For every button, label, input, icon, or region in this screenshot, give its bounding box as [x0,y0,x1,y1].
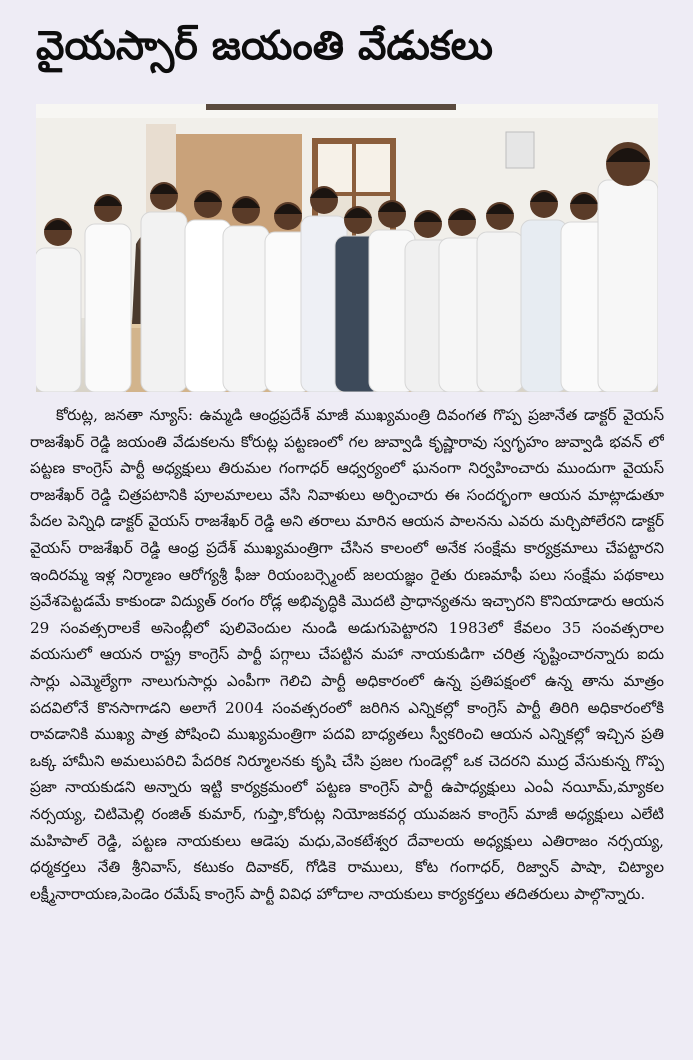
article-body [30,402,664,1054]
person-body [36,248,81,392]
person-body [85,224,131,392]
news-photo [36,104,658,392]
person-figure [521,190,567,392]
group-photo-illustration [36,104,658,392]
person-body [521,220,567,392]
person-body [477,232,523,392]
person-figure [141,182,187,392]
article-paragraph: కోరుట్ల, జనతా న్యూస్: ఉమ్మడి ఆంధ్రప్రదేశ్ మాజీ ముఖ్యమంత్రి దివంగత గొప్ప ప్రజానేత డాక్టర్ వైయస్ రాజశేఖర్ రెడ్డి జయంతి వేడుకలను కోరుట్ల పట్టణంలో గల జువ్వాడి కృష్ణారావు స్వగృహం జువ్వాడి భవన్ లో పట్టణ కాంగ్రెస్ పార్టీ అధ్యక్షులు తిరుమల గంగాధర్ ఆధ్వర్యంలో ఘనంగా నిర్వహించారు ముందుగా వైయస్ రాజశేఖర్ రెడ్డి చిత్రపటానికి పూలమాలలు వేసి నివాళులు అర్పించారు ఈ సందర్భంగా ఆయన మాట్లాడుతూ పేదల పెన్నిధి డాక్టర్ వైయస్ రాజశేఖర్ రెడ్డి అని తరాలు మారిన ఆయన పాలనను ఎవరు మర్చిపోలేరని డాక్టర్ వైయస్ రాజశేఖర్ రెడ్డి ఆంధ్ర ప్రదేశ్ ముఖ్యమంత్రిగా చేసిన కాలంలో అనేక సంక్షేమ కార్యక్రమాలు చేపట్టారని ఇందిరమ్మ ఇళ్ల నిర్మాణం ఆరోగ్యశ్రీ ఫీజు రియంబర్స్మెంట్ జలయజ్ఞం రైతు రుణమాఫీ పలు సంక్షేమ పథకాలు ప్రవేశపెట్టడమే కాకుండా విద్యుత్ రంగం రోడ్ల అభివృద్ధికి మొదటి ప్రాధాన్యతను ఇచ్చారని కొనియాడారు ఆయన 29 సంవత్సరాలకే అసెంబ్లీలో పులివెందుల నుండి అడుగుపెట్టారని 1983లో కేవలం 35 సంవత్సరాల వయసులో ఆయన రాష్ట్ర కాంగ్రెస్ పార్టీ పగ్గాలు చేపట్టిన మహా నాయకుడిగా చరిత్ర సృష్టించారన్నారు ఐదు సార్లు ఎమ్మెల్యేగా నాలుగుసార్లు ఎంపీగా గెలిచి పార్టీ అధికారంలో ఉన్న ప్రతిపక్షంలో ఉన్న తాను మాత్రం పదవిలోనే కొనసాగాడని అలాగే 2004 సంవత్సరంలో జరిగిన ఎన్నికల్లో కాంగ్రెస్ పార్టీ తిరిగి అధికారంలోకి రావడానికి ముఖ్య పాత్ర పోషించి ముఖ్యమంత్రిగా పదవి బాధ్యతలు స్వీకరించి ఆయన ఎన్నికల్లో ఇచ్చిన ప్రతి ఒక్క హామీని అమలుపరిచి పేదరిక నిర్మూలనకు కృషి చేసి ప్రజల గుండెల్లో ఒక చెదరని ముద్ర వేసుకున్న గొప్ప ప్రజా నాయకుడని అన్నారు ఇట్టి కార్యక్రమంలో పట్టణ కాంగ్రెస్ పార్టీ ఉపాధ్యక్షులు ఎంఏ నయీమ్,మ్యాకల నర్సయ్య, చిటిమెల్లి రంజిత్ కుమార్, గుప్తా,కోరుట్ల నియోజకవర్గ యువజన కాంగ్రెస్ మాజీ అధ్యక్షులు ఎలేటి మహిపాల్ రెడ్డి, పట్టణ నాయకులు ఆడెపు మధు,వెంకటేశ్వర దేవాలయ అధ్యక్షులు ఎతిరాజం నర్సయ్య, ధర్మకర్తలు నేతి శ్రీనివాస్, కటుకం దివాకర్, గోడికె రాములు, కోట గంగాధర్, రిజ్వాన్ పాషా, చిట్యాల లక్ష్మీనారాయణ,పెండెం రమేష్ కాంగ్రెస్ పార్టీ వివిధ హోదాల నాయకులు కార్యకర్తలు తదితరులు పాల్గొన్నారు. [30,406,664,903]
person-body [223,226,269,392]
person-body [598,180,658,392]
person-body [141,212,187,392]
headline: వైయస్సార్ జయంతి వేడుకలు [36,23,493,69]
